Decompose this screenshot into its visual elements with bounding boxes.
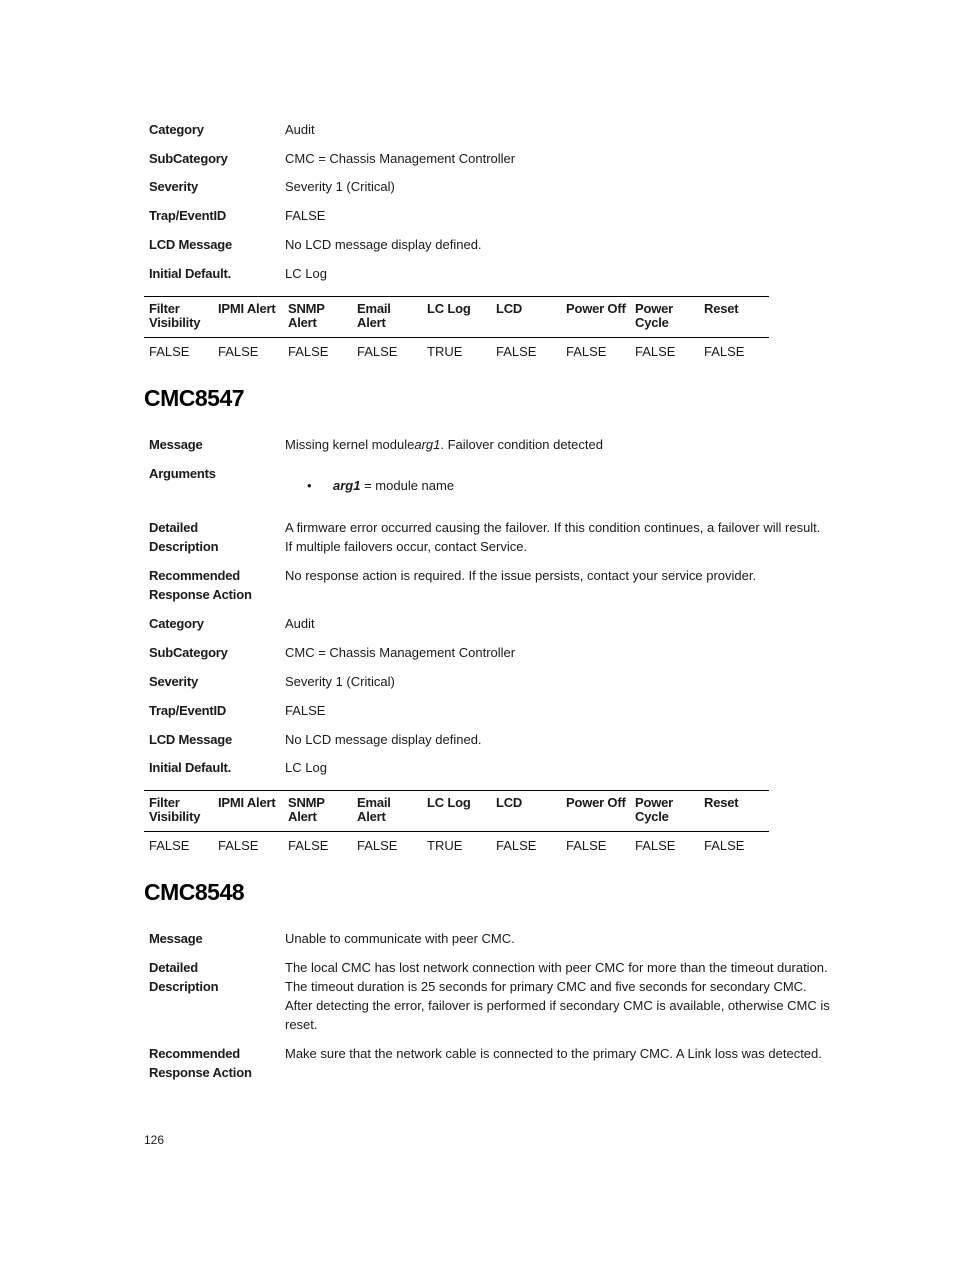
field-value: Severity 1 (Critical) [285, 674, 395, 689]
table-cell: FALSE [566, 838, 607, 853]
field-label: Detailed Description [149, 960, 219, 994]
field-label: Message [149, 437, 203, 452]
header-cell: Email Alert [357, 301, 391, 330]
table-cell: FALSE [704, 344, 745, 359]
field-value: Make sure that the network cable is connected to the primary CMC. A Link loss was detected. [285, 1046, 822, 1061]
header-cell: LCD [496, 301, 523, 316]
field-value: No LCD message display defined. [285, 732, 482, 747]
table-cell: FALSE [496, 838, 537, 853]
field-value: Missing kernel modulearg1. Failover condition detected [285, 437, 603, 452]
header-cell: IPMI Alert [218, 795, 276, 810]
header-cell: Power Off [566, 301, 626, 316]
header-cell: Power Off [566, 795, 626, 810]
field-value: No response action is required. If the issue persists, contact your service provider. [285, 568, 757, 583]
field-label: Trap/EventID [149, 208, 227, 223]
filter-table-row [144, 832, 769, 860]
table-cell: TRUE [427, 838, 463, 853]
header-cell: LCD [496, 795, 523, 810]
table-cell: FALSE [149, 344, 190, 359]
field-label: Recommended Response Action [149, 1046, 252, 1080]
header-cell: LC Log [427, 301, 471, 316]
field-label: SubCategory [149, 645, 228, 660]
field-label: SubCategory [149, 151, 228, 166]
header-cell: Power Cycle [635, 301, 674, 330]
field-label: Severity [149, 179, 198, 194]
field-value: A firmware error occurred causing the failover. If this condition continues, a failover will result. If multiple failovers occur, contact Service. [285, 520, 821, 554]
table-cell: FALSE [566, 344, 607, 359]
header-cell: Filter Visibility [149, 301, 201, 330]
table-cell: FALSE [635, 344, 676, 359]
table-cell: FALSE [357, 838, 398, 853]
header-cell: Reset [704, 795, 739, 810]
section-heading-cmc8547: CMC8547 [144, 385, 245, 411]
field-label: LCD Message [149, 237, 233, 252]
field-label: Category [149, 616, 204, 631]
argument-text: arg1 = module name [333, 478, 455, 493]
header-cell: Reset [704, 301, 739, 316]
header-cell: Email Alert [357, 795, 391, 824]
header-cell: Power Cycle [635, 795, 674, 824]
field-value: Audit [285, 616, 315, 631]
field-label: Initial Default. [149, 266, 232, 281]
field-value: Unable to communicate with peer CMC. [285, 931, 515, 946]
field-value: The local CMC has lost network connection with peer CMC for more than the timeout duration. The timeout duration is 25 seconds for primary CMC and five seconds for secondary CMC. After detecting the error, failover is performed if secondary CMC is available, otherwise CMC is reset. [285, 960, 830, 1032]
header-cell: SNMP Alert [288, 301, 325, 330]
field-value: CMC = Chassis Management Controller [285, 151, 516, 166]
page-number: 126 [144, 1133, 165, 1147]
table-cell: FALSE [288, 838, 329, 853]
table-cell: FALSE [218, 838, 259, 853]
table-cell: FALSE [149, 838, 190, 853]
table-cell: FALSE [218, 344, 259, 359]
table-cell: FALSE [357, 344, 398, 359]
field-value: FALSE [285, 208, 326, 223]
field-label: Trap/EventID [149, 703, 227, 718]
field-label: Category [149, 122, 204, 137]
field-value: LC Log [285, 760, 327, 775]
table-cell: FALSE [635, 838, 676, 853]
filter-table-row [144, 338, 769, 366]
field-label: Message [149, 931, 203, 946]
field-label: Detailed Description [149, 520, 219, 554]
field-label: LCD Message [149, 732, 233, 747]
header-cell: Filter Visibility [149, 795, 201, 824]
field-label: Arguments [149, 466, 216, 481]
table-cell: FALSE [496, 344, 537, 359]
filter-table [144, 296, 769, 366]
filter-table [144, 790, 769, 860]
field-value: Severity 1 (Critical) [285, 179, 395, 194]
bullet-icon: • [307, 478, 312, 493]
filter-table-header [144, 296, 769, 338]
table-cell: FALSE [288, 344, 329, 359]
header-cell: LC Log [427, 795, 471, 810]
field-value: Audit [285, 122, 315, 137]
filter-table-header [144, 790, 769, 832]
field-value: LC Log [285, 266, 327, 281]
field-value: No LCD message display defined. [285, 237, 482, 252]
section-heading-cmc8548: CMC8548 [144, 879, 245, 905]
field-value: FALSE [285, 703, 326, 718]
table-cell: TRUE [427, 344, 463, 359]
field-value: CMC = Chassis Management Controller [285, 645, 516, 660]
table-cell: FALSE [704, 838, 745, 853]
field-label: Severity [149, 674, 198, 689]
header-cell: IPMI Alert [218, 301, 276, 316]
field-label: Recommended Response Action [149, 568, 252, 602]
header-cell: SNMP Alert [288, 795, 325, 824]
field-label: Initial Default. [149, 760, 232, 775]
